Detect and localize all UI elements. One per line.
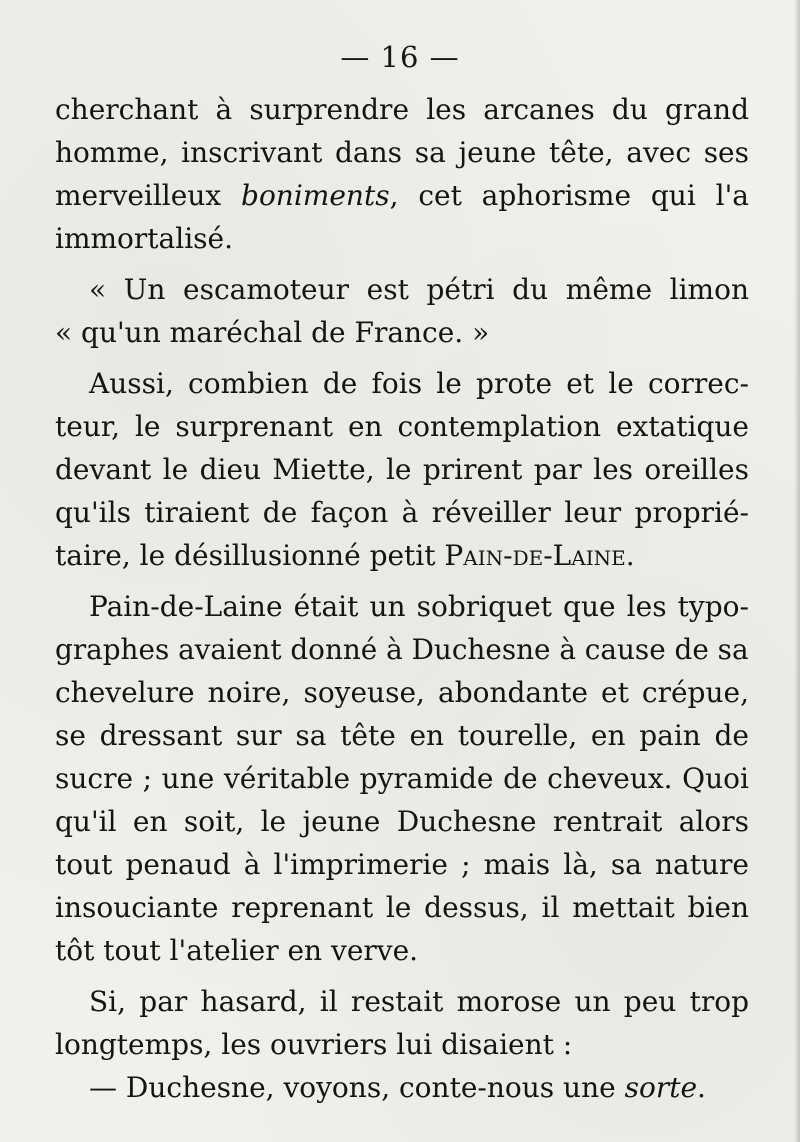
text-line: Aussi, combien de fois le prote et le correc-	[89, 367, 749, 400]
small-caps-name: Pain-de-Laine	[444, 539, 626, 572]
italic-word: boniments	[241, 179, 390, 212]
text-line: graphes avaient donné à Duchesne à cause de sa	[55, 633, 749, 666]
text-line: homme, inscrivant dans sa jeune tête, avec ses	[55, 136, 749, 169]
quote-line: « qu'un maréchal de France. »	[55, 316, 490, 349]
text-line: Pain-de-Laine était un sobriquet que les typo-	[89, 590, 749, 623]
text-line: longtemps, les ouvriers lui disaient :	[55, 1028, 573, 1061]
text-line: insouciante reprenant le dessus, il mettait bien	[55, 891, 749, 924]
text-line: tout penaud à l'imprimerie ; mais là, sa nature	[55, 848, 749, 881]
text-line: chevelure noire, soyeuse, abondante et crépue,	[55, 676, 749, 709]
text-line: qu'ils tiraient de façon à réveiller leur proprié-	[55, 496, 749, 529]
text-line: taire, le désillusionné petit Pain-de-Laine.	[55, 539, 635, 572]
page-number: — 16 —	[340, 40, 460, 74]
text-line: tôt tout l'atelier en verve.	[55, 934, 419, 967]
text-line: devant le dieu Miette, le prirent par les oreilles	[55, 453, 749, 486]
dialogue-line: — Duchesne, voyons, conte-nous une sorte.	[89, 1071, 706, 1104]
text-line: Si, par hasard, il restait morose un peu trop	[89, 985, 749, 1018]
text-line: se dressant sur sa tête en tourelle, en pain de	[55, 719, 749, 752]
page-edge-shadow	[794, 0, 800, 1142]
text-line: immortalisé.	[55, 222, 233, 255]
text-line: qu'il en soit, le jeune Duchesne rentrait alors	[55, 805, 749, 838]
text-line: merveilleux boniments, cet aphorisme qui l'a	[55, 179, 749, 212]
text-line: teur, le surprenant en contemplation extatique	[55, 410, 749, 443]
text-line: sucre ; une véritable pyramide de cheveux. Quoi	[55, 762, 749, 795]
body-text	[55, 88, 749, 1109]
quote-line: « Un escamoteur est pétri du même limon	[89, 273, 749, 306]
text-line: cherchant à surprendre les arcanes du grand	[55, 93, 749, 126]
italic-word: sorte	[624, 1071, 698, 1104]
